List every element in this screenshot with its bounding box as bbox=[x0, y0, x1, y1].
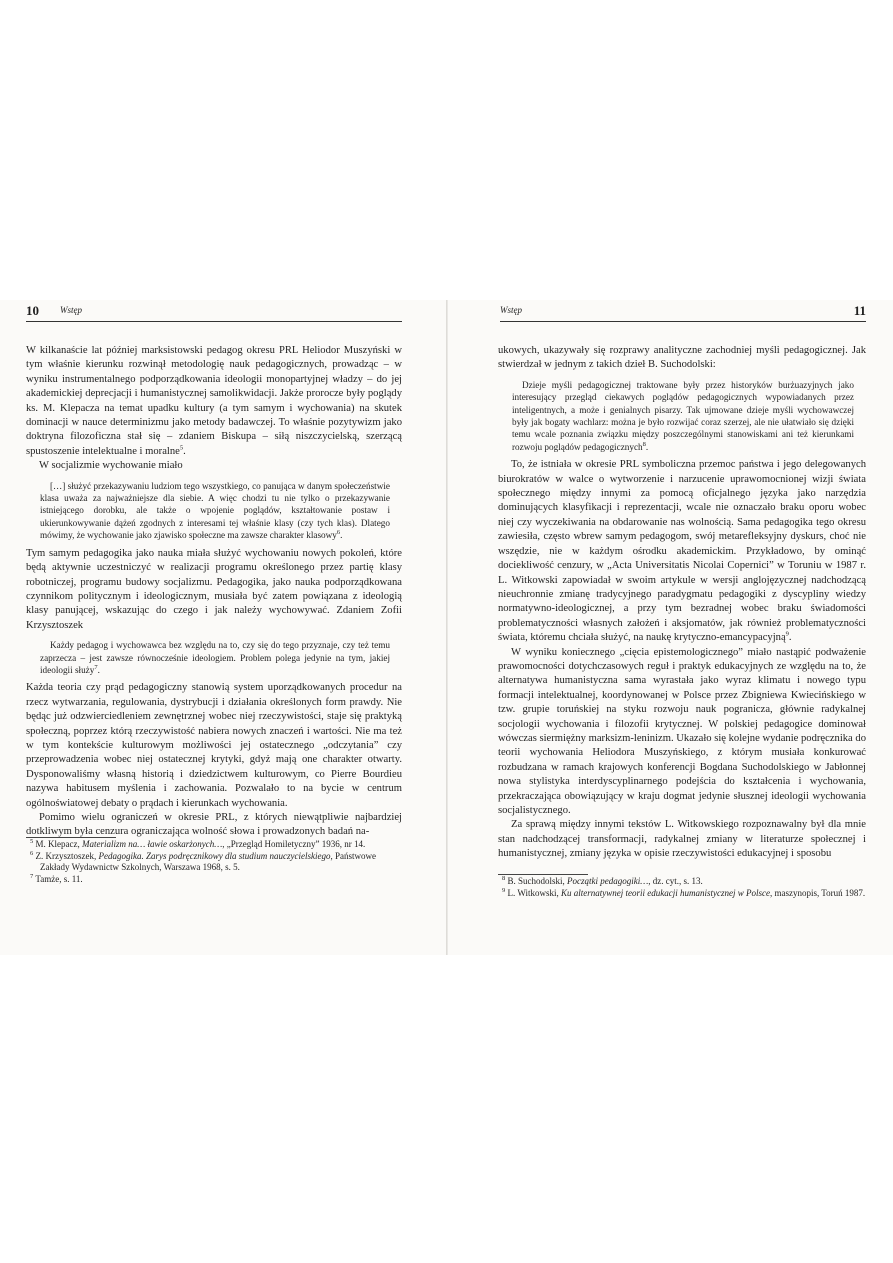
footnote: $^6$ Z. Krzysztoszek, Pedagogika. Zarys podręcznikowy dla studium nauczycielskiego, Państwowe Zakłady Wydawnictw Szkolnych, Warszawa 1968, s. 5. bbox=[30, 850, 376, 872]
right-page bbox=[448, 300, 893, 955]
running-head-title: Wstęp bbox=[60, 305, 82, 315]
footnote: $^5$ M. Klepacz, Materializm na… ławie oskarżonych…, „Przegląd Homiletyczny” 1936, nr 14. bbox=[30, 838, 366, 849]
paragraph: To, że istniała w okresie PRL symboliczna przemoc państwa i jego delegowanych biurokratów w walce o wytworzenie i narzucenie uprawomocnionej wizji świata społecznego między innymi za pomocą oficjalnego języka jako narzędzia dominujących klasyfikacji i reprezentacji, wcale nie oznaczało braku oporu wobec niej czy wyczekiwania na obdarowanie nas wolnością. Sama pedagogika tego okresu zawiesiła, często wbrew samym pedagogom, swój metarefleksyjny dyskurs, choć nie wszędzie, nie w każdym ośrodku akademickim. Przykładowo, by ominąć dociekliwość cenzury, w „Acta Universitatis Nicolai Copernici” w Toruniu w 1987 r. L. Witkowski zapowiadał w swoim artykule w wersji anglojęzycznej nadchodzącą nieuchronnie zmianę tradycyjnego paradygmatu pedagogiki z dyscypliny wiedzy normatywno-ideologicznej, a przy tym bezradnej wobec braku świadomości problematyczności własnych założeń i aksjomatów, jak również problematyczności świata, któremu chciała służyć, na naukę krytyczno-emancypacyjną$^9$. bbox=[498, 459, 866, 644]
running-head-title: Wstęp bbox=[500, 305, 522, 315]
paragraph: Pomimo wielu ograniczeń w okresie PRL, z których niewątpliwie najbardziej dotkliwym była cenzura ograniczająca wolność słowa i prowadzonych badań na- bbox=[26, 812, 402, 838]
book-spread bbox=[0, 300, 893, 955]
paragraph: W kilkanaście lat później marksistowski pedagog okresu PRL Heliodor Muszyński w tym właśnie kierunku rozwinął metodologię nauk pedagogicznych, prowadząc – w wyniku instrumentalnego podporządkowania ideologii monopartyjnej władzy – do jej akademickiej deprecjacji i humanistycznej samolikwidacji. Jakże prorocze były poglądy ks. M. Klepacza na temat upadku kultury (a tym samym i wychowania) na skutek dominacji w nauce determinizmu jako metody badawczej. To właśnie pozytywizm jako doktryna filozoficzna stał się – zdaniem Biskupa – siłą niszczycielską, szerzącą spustoszenie intelektualne i moralne$^5$. bbox=[26, 345, 402, 457]
paragraph: Tym samym pedagogika jako nauka miała służyć wychowaniu nowych pokoleń, które będą aktywnie uczestniczyć w realizacji programu określonego przez partię klasy robotniczej, programu budowy socjalizmu. Pedagogika, jako nauka podporządkowana czynnikom politycznym i ideologicznym, musiała być zatem powiązana z ideologią klasy panującej, wskazując do czego i jak należy wychowywać. Zdaniem Zofii Krzysztoszek bbox=[26, 547, 402, 631]
footnote-ref: 9 bbox=[785, 630, 789, 638]
paragraph: ukowych, ukazywały się rozprawy analityczne zachodniej myśli pedagogicznej. Jak stwierdzał w jednym z takich dzieł B. Suchodolski: bbox=[498, 345, 866, 371]
left-page bbox=[0, 300, 446, 955]
footnote-ref: 7 bbox=[94, 663, 98, 671]
block-quote: […] służyć przekazywaniu ludziom tego wszystkiego, co panująca w danym społeczeństwie klasa uważa za najważniejsze dla siebie. A więc chodzi tu nie tylko o przekazywanie istniejącego dorobku, ale także o wpojenie poglądów, kształtowanie postaw i ukierunkowywanie dążeń zgodnych z interesami tej właśnie klasy (czy tych klas). Dlatego mówimy, że wychowanie jako zjawisko społeczne ma zawsze charakter klasowy$^6$. bbox=[40, 480, 390, 541]
left-body-text bbox=[26, 344, 402, 840]
left-running-header bbox=[26, 305, 402, 322]
block-quote: Dzieje myśli pedagogicznej traktowane były przez historyków burżuazyjnych jako interesujący przegląd ciekawych poglądów pedagogicznych wypowiadanych przez inteligentnych, a może i genialnych pisarzy. Tak ujmowane dzieje myśli wychowawczej były jak bogaty wachlarz: można je było rozwijać coraz szerzej, ale nie ułatwiało się dzięki temu wcale poznania związku między poszczególnymi stanowiskami ani też kierunkami rozwoju poglądów pedagogicznych$^8$. bbox=[512, 379, 854, 452]
paragraph: Za sprawą między innymi tekstów L. Witkowskiego rozpoznawalny był dla mnie stan nadchodzącej transformacji, radykalnej zmiany w literaturze społecznej i humanistycznej, zmiany języka w opisie rzeczywistości edukacyjnej i sposobu bbox=[498, 819, 866, 860]
footnote-rule bbox=[498, 874, 588, 875]
footnote-ref: 6 bbox=[336, 529, 341, 537]
paragraph: W socjalizmie wychowanie miało bbox=[39, 460, 183, 472]
footnote: $^8$ B. Suchodolski, Początki pedagogiki…, dz. cyt., s. 13. bbox=[502, 875, 703, 886]
page-number: 11 bbox=[853, 303, 866, 318]
paragraph: W wyniku koniecznego „cięcia epistemologicznego” miało nastąpić podważenie prawomocności dotychczasowych reguł i praktyk edukacyjnych ze względu na to, że alternatywa humanistyczna sama wyrastała jako wyraz klimatu i nowego typu formacji intelektualnej, koordynowanej w Polsce przez Zbigniewa Kwiecińskiego w tzw. grupie toruńskiej na styku rozwoju nauk pogranicza, głównie radykalnej socjologii wychowania i filozofii krytycznej. W polskiej pedagogice dominował wówczas siermiężny marksizm-leninizm. Ukazało się kolejne wydanie podręcznika do teorii wychowania Heliodora Muszyńskiego, z którym musiała konkurować rozbudzana w ramach krajowych konferencji Bogdana Suchodolskiego w Jabłonnej nowa stylistyka interdyscyplinarnego podejścia do kształcenia i wychowania, przekraczająca obowiązujący w kraju dogmat jedynie słusznej ideologii wychowania socjalistycznego. bbox=[498, 646, 866, 816]
paragraph: Każda teoria czy prąd pedagogiczny stanowią system uporządkowanych procedur na rzecz wytwarzania, regulowania, dystrybucji i działania określonych form prawdy. Nie będąc już odzwierciedleniem zewnętrznej wobec niej rzeczywistości, staje się praktyką społeczną, poprzez którą rzeczywistość nabiera nowych znaczeń i wartości. Nie ma też w tym kontekście kulturowym możliwości jej ostatecznego „odczytania” czy przeprowadzenia wobec niej ostatecznej krytyki, gdyż mają one charakter otwarty. Dysponowaliśmy własną historią i dziedzictwem kulturowym, co Pierre Bourdieu nazywa habitusem myślenia i zachowania. Pozwalało to na bycie w centrum ogólnoświatowej debaty o prądach i kierunkach wychowania. bbox=[26, 682, 402, 809]
footnote: $^7$ Tamże, s. 11. bbox=[30, 873, 83, 884]
footnote: $^9$ L. Witkowski, Ku alternatywnej teorii edukacji humanistycznej w Polsce, maszynopis, Toruń 1987. bbox=[502, 887, 866, 898]
footnote-ref: 8 bbox=[642, 440, 646, 448]
right-body-text bbox=[498, 344, 866, 862]
footnote-ref: 5 bbox=[179, 444, 184, 452]
page-number: 10 bbox=[26, 303, 39, 318]
left-footnotes bbox=[26, 837, 402, 885]
footnote-rule bbox=[26, 837, 116, 838]
block-quote: Każdy pedagog i wychowawca bez względu na to, czy się do tego przyznaje, czy też temu zaprzecza – jest zawsze równocześnie ideologiem. Problem polega jedynie na tym, jakiej ideologii służy$^7$. bbox=[40, 640, 390, 675]
right-running-header bbox=[500, 305, 866, 322]
right-footnotes bbox=[498, 874, 866, 899]
